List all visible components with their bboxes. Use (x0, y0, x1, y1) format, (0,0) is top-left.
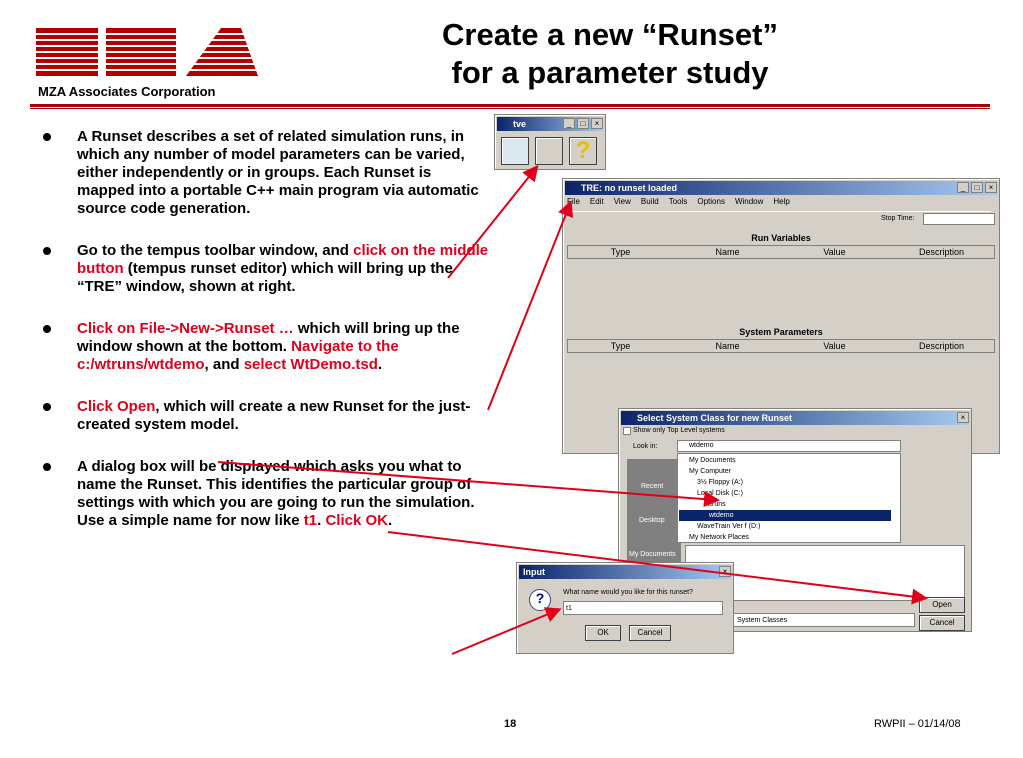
maximize-button[interactable]: □ (971, 182, 983, 193)
company-name: MZA Associates Corporation (38, 84, 216, 99)
menu-item[interactable]: Build (640, 197, 659, 206)
close-button[interactable]: × (957, 412, 969, 423)
menu-item[interactable]: Tools (668, 197, 688, 206)
question-icon: ? (529, 589, 551, 611)
bullet-text: (tempus runset editor) which will bring up the “TRE” window, shown at right. (77, 260, 453, 295)
folder-item[interactable]: wtruns (705, 501, 726, 508)
minimize-button[interactable]: _ (563, 118, 575, 129)
place-desktop[interactable]: Desktop (639, 517, 665, 524)
footer-code: RWPII – 01/14/08 (874, 718, 961, 730)
bullet-text: , and (204, 356, 244, 373)
look-in-label: Look in: (633, 443, 658, 450)
bullet-text: Navigate to the c:/wtruns/wtdemo (77, 338, 399, 373)
folder-item[interactable]: My Network Places (689, 534, 749, 541)
input-title: Input (519, 565, 731, 579)
folder-item[interactable]: My Documents (689, 457, 736, 464)
bullet-text: Go to the tempus toolbar window, and (77, 242, 354, 259)
close-button[interactable]: × (719, 566, 731, 577)
tre-title: TRE: no runset loaded (565, 181, 997, 195)
tve-title: tve (497, 117, 603, 131)
cancel-button[interactable]: Cancel (919, 615, 965, 631)
ok-button[interactable]: OK (585, 625, 621, 641)
column-name[interactable]: Name (715, 247, 740, 257)
folder-item[interactable]: WaveTrain Ver f (D:) (697, 523, 761, 530)
menu-item[interactable]: Edit (589, 197, 604, 206)
bullet-text: Click Open (77, 398, 156, 415)
folder-item[interactable]: 3½ Floppy (A:) (697, 479, 743, 486)
place-my-documents[interactable]: My Documents (629, 551, 676, 558)
column-type[interactable]: Type (610, 247, 631, 257)
bullet-text: click on the middle button (77, 242, 489, 277)
cancel-button[interactable]: Cancel (629, 625, 671, 641)
system-parameters-heading: System Parameters (739, 327, 823, 337)
page-number: 18 (504, 718, 517, 730)
menu-item[interactable]: View (613, 197, 631, 206)
column-value[interactable]: Value (823, 247, 846, 257)
bullet-text: which will bring up the window shown at the bottom. (77, 320, 460, 355)
bullet-text: , which will create a new Runset for the just-created system model. (77, 398, 471, 433)
bullet-text: . (317, 512, 326, 529)
bullet-text: t1 (303, 512, 318, 529)
folder-item[interactable]: Local Disk (C:) (697, 490, 743, 497)
column-value[interactable]: Value (823, 341, 846, 351)
bullet-text: A Runset describes a set of related simulation runs, in which any number of model parameters can be varied, either independently or in groups. Each Runset is mapped into a portable C++ main program via automatic source code generation. (77, 128, 479, 217)
select-title: Select System Class for new Runset (621, 411, 969, 425)
maximize-button[interactable]: □ (577, 118, 589, 129)
bullet-text: select WtDemo.tsd (243, 356, 378, 373)
minimize-button[interactable]: _ (957, 182, 969, 193)
top-level-label: Show only Top Level systems (633, 427, 725, 434)
bullet-text: . (387, 512, 393, 529)
menu-item[interactable]: Options (697, 197, 725, 206)
folder-item[interactable]: My Computer (689, 468, 732, 475)
bullet-text: Click on File->New->Runset … (77, 320, 298, 337)
menu-item[interactable]: Help (773, 197, 790, 206)
file-type-value: System Classes (737, 617, 788, 624)
bullet-text: A dialog box will be displayed which asks you what to name the Runset. This identifies the particular group of settings with which you are going to run the simulation. Use a simple name for now like (77, 458, 475, 529)
column-name[interactable]: Name (715, 341, 740, 351)
slide-title: Create a new “Runset” for a parameter study (442, 17, 778, 90)
look-in-value: wtdemo (689, 442, 714, 449)
close-button[interactable]: × (591, 118, 603, 129)
column-type[interactable]: Type (610, 341, 631, 351)
help-button[interactable]: ? (569, 137, 597, 165)
folder-item[interactable]: wtdemo (679, 510, 891, 521)
column-description[interactable]: Description (918, 247, 965, 257)
input-prompt: What name would you like for this runset? (563, 589, 693, 596)
bullet-text: . (377, 356, 383, 373)
close-button[interactable]: × (985, 182, 997, 193)
column-description[interactable]: Description (918, 341, 965, 351)
place-recent[interactable]: Recent (641, 483, 664, 490)
run-variables-heading: Run Variables (751, 233, 811, 243)
menu-item[interactable]: Window (734, 197, 764, 206)
stop-time-label: Stop Time: (881, 215, 915, 222)
bullet-text: Click OK (325, 512, 388, 529)
runset-name-value: t1 (566, 605, 572, 612)
open-button[interactable]: Open (919, 597, 965, 613)
menu-item[interactable]: File (567, 197, 580, 206)
